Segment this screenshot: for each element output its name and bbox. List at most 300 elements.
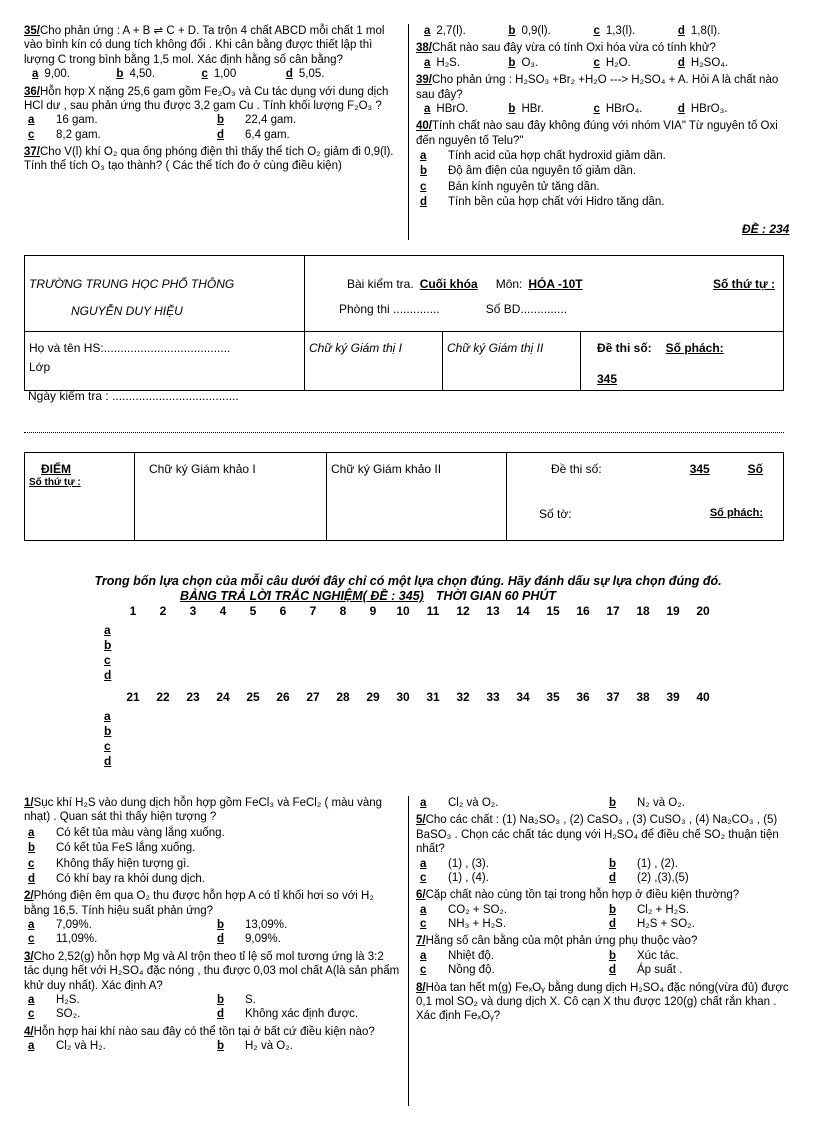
- bottom-right-column: [416, 796, 794, 1027]
- option-letter[interactable]: c: [593, 25, 600, 37]
- option-row: [416, 24, 794, 38]
- top-right-column: [416, 24, 794, 213]
- question-number-cell: 36: [576, 690, 590, 704]
- option-text: 2,7(l).: [436, 25, 466, 37]
- option-pair: [213, 113, 402, 127]
- detach-number-label: Số phách:: [665, 341, 724, 355]
- option-pair: [213, 932, 402, 946]
- option-letter[interactable]: b: [116, 68, 124, 81]
- question-stem: Cho phản ứng : H₂SO₃ +Br₂ +H₂O ---> H₂SO₄ + A. Hỏi A là chất nào sau đây?: [416, 74, 779, 101]
- option-text: (1) , (4).: [448, 871, 489, 884]
- question-number-cell: 11: [426, 604, 440, 618]
- question-number-cell: 20: [696, 604, 710, 618]
- student-info-table: [24, 255, 784, 391]
- question-text: [24, 1025, 402, 1039]
- question-number-cell: 18: [636, 604, 650, 618]
- option-letter[interactable]: c: [593, 102, 600, 115]
- option-pair: [213, 918, 402, 932]
- option-text: (1) , (3).: [448, 857, 489, 870]
- option-text: 1,00: [213, 68, 237, 81]
- option-pair: [213, 1007, 402, 1021]
- option-row: [416, 56, 794, 70]
- option-letter[interactable]: a: [420, 949, 427, 962]
- examiner-2-cell: [327, 453, 507, 541]
- option-row: [24, 1007, 402, 1021]
- question-number-cell: 15: [546, 604, 560, 618]
- question-text: [416, 73, 794, 102]
- exam-label: Bài kiểm tra.: [347, 277, 414, 291]
- question-block: [24, 24, 402, 82]
- answer-letter[interactable]: d: [104, 754, 112, 768]
- option-text: 9,09%.: [245, 933, 281, 946]
- option-text: HBrO.: [436, 102, 469, 115]
- question-number-cell: 3: [189, 604, 197, 618]
- question-block: [24, 1025, 402, 1054]
- question-number: 36/: [24, 85, 40, 98]
- option-letter[interactable]: b: [217, 1040, 225, 1052]
- answer-letter[interactable]: d: [104, 668, 112, 682]
- question-block: [416, 981, 794, 1024]
- option-letter[interactable]: b: [217, 919, 225, 931]
- option-row: [24, 113, 402, 127]
- serial-number-label: Số thứ tự :: [712, 277, 775, 291]
- option-text: Tính acid của hợp chất hydroxid giảm dần.: [448, 150, 666, 162]
- question-text: [416, 888, 794, 902]
- option-letter[interactable]: b: [508, 56, 516, 69]
- question-text: [24, 145, 402, 174]
- question-block: [416, 888, 794, 931]
- option-row: [24, 841, 402, 855]
- question-block: [416, 934, 794, 977]
- question-text: [416, 813, 794, 856]
- option-text: 11,09%.: [56, 933, 98, 946]
- option-text: 22,4 gam.: [245, 114, 297, 127]
- candidate-number: Số BD..............: [485, 302, 568, 316]
- option-text: H₂S + SO₂.: [637, 918, 695, 930]
- option-row: [416, 871, 794, 885]
- option-row: [416, 180, 794, 194]
- option-row: [416, 963, 794, 977]
- option-letter[interactable]: a: [420, 857, 427, 870]
- question-number-cell: 28: [336, 690, 350, 704]
- option-row: [416, 857, 794, 871]
- question-text: [416, 934, 794, 948]
- option-row: [24, 857, 402, 871]
- score-exam-number-label: Đề thi số:: [551, 462, 602, 476]
- option-row: [416, 102, 794, 116]
- option-letter[interactable]: b: [609, 903, 617, 916]
- exam-code-top: ĐỀ : 234: [742, 222, 790, 236]
- option-letter[interactable]: a: [424, 25, 431, 37]
- option-letter[interactable]: b: [609, 949, 617, 962]
- option-text: 4,50.: [129, 68, 156, 81]
- option-letter[interactable]: a: [28, 826, 35, 839]
- option-text: NH₃ + H₂S.: [448, 918, 507, 930]
- option-pair: [605, 857, 794, 871]
- question-number-row-1: [118, 604, 718, 619]
- score-exam-info-cell: [507, 453, 784, 541]
- exam-date-field[interactable]: Ngày kiểm tra : ......................................: [28, 389, 239, 403]
- question-number-cell: 6: [279, 604, 287, 618]
- question-number-cell: 38: [636, 690, 650, 704]
- question-stem: Cho các chất : (1) Na₂SO₃ , (2) CaSO₃ , (3) CuSO₃ , (4) Na₂CO₃ , (5) BaSO₃ . Chọn các chất tác dụng với H₂SO₄ để điều chế SO₂ thuận tiện nhất?: [416, 814, 779, 856]
- question-text: [24, 24, 402, 67]
- option-text: 1,3(l).: [605, 25, 636, 37]
- option-letter[interactable]: b: [508, 25, 516, 37]
- school-name-line1: TRƯỜNG TRUNG HỌC PHỔ THÔNG: [29, 277, 235, 291]
- option-text: 13,09%.: [245, 919, 288, 931]
- score-table: [24, 452, 784, 541]
- question-text: [416, 981, 794, 1024]
- option-text: H₂SO₄.: [690, 56, 729, 69]
- question-text: [24, 889, 402, 918]
- option-text: Nhiệt độ.: [448, 949, 495, 962]
- option-letter[interactable]: d: [28, 872, 36, 885]
- option-row: [24, 918, 402, 932]
- question-number-cell: 16: [576, 604, 590, 618]
- question-number-cell: 24: [216, 690, 230, 704]
- question-block: [24, 85, 402, 143]
- option-letter[interactable]: b: [28, 842, 36, 855]
- question-number-cell: 14: [516, 604, 530, 618]
- option-text: HBr.: [521, 102, 544, 115]
- option-text: 5,05.: [298, 68, 325, 81]
- option-text: HBrO₃.: [690, 102, 728, 115]
- school-cell: [25, 256, 305, 332]
- answer-letter[interactable]: a: [104, 623, 111, 637]
- option-pair: [24, 1039, 213, 1053]
- examiner-1-cell: [135, 453, 327, 541]
- option-letter[interactable]: c: [420, 871, 427, 884]
- question-number-cell: 21: [126, 690, 140, 704]
- subject-label: Môn:: [495, 277, 523, 291]
- question-number-cell: 1: [129, 604, 137, 618]
- option-letter[interactable]: d: [420, 196, 428, 209]
- question-stem: Hỗn hợp hai khí nào sau đây có thể tồn tại ở bất cứ điều kiện nào?: [33, 1025, 375, 1038]
- answer-letter[interactable]: a: [104, 709, 111, 723]
- question-number-cell: 37: [606, 690, 620, 704]
- question-number-row-2: [118, 690, 718, 705]
- exam-duration: THỜI GIAN 60 PHÚT: [435, 589, 557, 603]
- option-letter[interactable]: d: [285, 68, 293, 81]
- option-row: [24, 67, 402, 81]
- option-letter[interactable]: a: [32, 68, 39, 81]
- option-row: [24, 1039, 402, 1053]
- option-letter[interactable]: b: [609, 857, 617, 870]
- score-cell: [25, 453, 135, 541]
- option-letter[interactable]: c: [593, 56, 600, 69]
- option-row: [24, 932, 402, 946]
- invigilator-2-cell: [443, 332, 581, 391]
- option-letter[interactable]: b: [217, 993, 225, 1006]
- question-stem: Phóng điện êm qua O₂ thu được hỗn hợp A có tỉ khối hơi so với H₂ bằng 16,5. Tính hiệu suất phản ứng?: [24, 890, 374, 917]
- option-text: H₂S.: [56, 993, 80, 1006]
- question-number-cell: 7: [309, 604, 317, 618]
- option-pair: [24, 932, 213, 946]
- option-row: [24, 872, 402, 886]
- option-text: 7,09%.: [56, 919, 92, 931]
- question-number: 5/: [416, 814, 426, 827]
- option-text: 0,9(l).: [521, 25, 551, 37]
- question-number-cell: 10: [396, 604, 410, 618]
- question-stem: Hỗn hợp X nặng 25,6 gam gồm Fe₂O₃ và Cu tác dụng với dung dịch HCl dư , sau phản ứng thu được 3,2 gam Cu . Tính khối lượng F₂O₃ ?: [24, 85, 389, 112]
- option-text: Không xác định được.: [245, 1008, 359, 1021]
- option-text: Có khí bay ra khỏi dung dịch.: [56, 872, 205, 885]
- invigilator-1-cell: [305, 332, 443, 391]
- question-number-cell: 26: [276, 690, 290, 704]
- option-pair: [605, 917, 794, 931]
- question-number-cell: 4: [219, 604, 227, 618]
- option-text: Cl₂ và H₂.: [56, 1040, 106, 1052]
- question-number: 2/: [24, 890, 34, 903]
- option-pair: [24, 113, 213, 127]
- question-stem: Tính chất nào sau đây không đúng với nhóm VIA" Từ nguyên tố Oxi đến nguyên tố Telu?": [416, 120, 778, 147]
- invigilator-1-signature: Chữ ký Giám thị I: [309, 341, 402, 355]
- answer-letter[interactable]: b: [104, 638, 112, 652]
- exam-number-label: Đề thi số:: [597, 341, 652, 355]
- exam-info-cell: [305, 256, 784, 332]
- option-text: S.: [245, 993, 256, 1006]
- option-pair: [416, 857, 605, 871]
- exam-number-cell: [581, 332, 784, 391]
- option-text: (1) , (2).: [637, 857, 678, 870]
- exam-room: Phòng thi ..............: [339, 302, 440, 316]
- question-number-cell: 27: [306, 690, 320, 704]
- option-pair: [213, 993, 402, 1007]
- option-text: H₂O.: [605, 56, 631, 69]
- exam-number-value: 345: [597, 372, 618, 386]
- question-number-cell: 12: [456, 604, 470, 618]
- option-row: [416, 164, 794, 178]
- question-number: 38/: [416, 42, 432, 55]
- column-divider-top: [408, 24, 409, 240]
- option-row: [24, 826, 402, 840]
- question-number-cell: 9: [369, 604, 377, 618]
- option-row: [24, 128, 402, 142]
- instruction-text: Trong bốn lựa chọn của mỗi câu dưới đây chỉ có một lựa chọn đúng. Hãy đánh dấu sự lựa chọn đúng đó.: [94, 574, 722, 588]
- score-exam-number-value: 345: [689, 462, 710, 476]
- answer-letter[interactable]: c: [104, 739, 111, 753]
- option-letter[interactable]: d: [677, 25, 685, 37]
- exam-value: Cuối khóa: [419, 277, 478, 291]
- question-block: [24, 796, 402, 886]
- question-number-cell: 5: [249, 604, 257, 618]
- question-stem: Cho 2,52(g) hỗn hợp Mg và Al trộn theo tỉ lệ số mol tương ứng là 3:2 tác dụng hết với H₂SO₄ đặc nóng , thu được 0,03 mol chất A(là sản phẩm khử duy nhất). Xác định A?: [24, 950, 400, 992]
- option-letter[interactable]: d: [677, 56, 685, 69]
- option-letter[interactable]: a: [28, 1040, 35, 1052]
- option-text: Bán kính nguyên tử tăng dần.: [448, 180, 600, 193]
- column-divider-bottom: [408, 796, 409, 1106]
- option-text: N₂ và O₂.: [637, 797, 685, 809]
- option-letter[interactable]: d: [609, 871, 617, 884]
- option-text: 1,8(l).: [690, 25, 721, 37]
- option-text: Tính bền của hợp chất với Hidro tăng dần.: [448, 196, 665, 209]
- question-number-cell: 13: [486, 604, 500, 618]
- option-text: 16 gam.: [56, 114, 98, 127]
- option-text: Cl₂ + H₂S.: [637, 903, 690, 916]
- option-letter[interactable]: d: [609, 964, 617, 977]
- question-number-cell: 34: [516, 690, 530, 704]
- option-text: O₃.: [521, 56, 539, 69]
- option-text: Độ âm điện của nguyên tố giảm dần.: [448, 165, 636, 178]
- class-field[interactable]: Lớp: [29, 360, 51, 374]
- question-number: 7/: [416, 935, 426, 948]
- question-stem: Cho phản ứng : A + B ⇌ C + D. Ta trộn 4 chất ABCD mỗi chất 1 mol vào bình kín có dung tích không đổi . Khi cân bằng được thiết lập thì lượng C trong bình bằng 1,5 mol. Xác định hằng số cân bằng?: [24, 25, 385, 66]
- score-serial-label: Số thứ tự :: [29, 477, 81, 488]
- option-letter[interactable]: a: [420, 903, 427, 916]
- option-text: Có kết tủa FeS lắng xuống.: [56, 842, 196, 855]
- question-stem: Cho V(l) khí O₂ qua ống phóng điện thì thấy thể tích O₂ giảm đi 0,9(l). Tính thể tích O₃ tạo thành? ( Các thể tích đo ở cùng điều kiện): [24, 146, 394, 173]
- option-letter[interactable]: a: [420, 150, 427, 162]
- option-letter[interactable]: c: [28, 128, 35, 141]
- question-number: 37/: [24, 146, 40, 158]
- option-text: Có kết tủa màu vàng lắng xuống.: [56, 826, 225, 839]
- option-letter[interactable]: c: [28, 1008, 35, 1021]
- question-block: [416, 24, 794, 38]
- option-row: [416, 149, 794, 163]
- option-letter[interactable]: c: [420, 964, 427, 977]
- bottom-left-column: [24, 796, 402, 1056]
- option-row: [24, 993, 402, 1007]
- option-letter[interactable]: a: [424, 56, 431, 69]
- option-letter[interactable]: c: [28, 933, 35, 946]
- option-letter[interactable]: b: [508, 102, 516, 115]
- invigilator-2-signature: Chữ ký Giám thị II: [447, 341, 544, 355]
- question-text: [24, 796, 402, 825]
- option-letter[interactable]: d: [217, 933, 225, 946]
- option-text: 9,00.: [44, 68, 70, 81]
- question-block: [416, 41, 794, 70]
- option-pair: [416, 871, 605, 885]
- answer-letters-2: [104, 709, 718, 769]
- question-text: [416, 119, 794, 148]
- option-letter[interactable]: c: [420, 918, 427, 930]
- question-stem: Chất nào sau đây vừa có tính Oxi hóa vừa có tính khử?: [432, 42, 716, 55]
- question-number-cell: 22: [156, 690, 170, 704]
- question-stem: Cặp chất nào cùng tồn tại trong hỗn hợp ở điều kiện thường?: [425, 889, 740, 902]
- option-text: Không thấy hiện tượng gì.: [56, 857, 190, 870]
- question-number-cell: 25: [246, 690, 260, 704]
- question-number-cell: 23: [186, 690, 200, 704]
- option-text: CO₂ + SO₂.: [448, 903, 508, 916]
- question-text: [24, 950, 402, 993]
- question-number: 1/: [24, 797, 34, 809]
- option-letter[interactable]: c: [201, 68, 208, 81]
- option-pair: [605, 871, 794, 885]
- option-pair: [416, 796, 605, 810]
- question-block: [416, 813, 794, 885]
- answer-letter[interactable]: b: [104, 724, 112, 738]
- question-number-cell: 19: [666, 604, 680, 618]
- option-letter[interactable]: b: [420, 165, 428, 178]
- option-letter[interactable]: a: [420, 797, 427, 809]
- option-letter[interactable]: a: [28, 114, 35, 127]
- option-letter[interactable]: c: [28, 857, 35, 870]
- question-number-cell: 33: [486, 690, 500, 704]
- score-label: ĐIỂM: [41, 462, 71, 476]
- option-text: HBrO₄.: [605, 102, 643, 115]
- question-number-cell: 30: [396, 690, 410, 704]
- option-pair: [605, 949, 794, 963]
- question-block: [24, 145, 402, 174]
- option-text: SO₂.: [56, 1008, 81, 1021]
- option-letter[interactable]: b: [217, 114, 225, 127]
- subject-value: HÓA -10T: [528, 277, 583, 291]
- option-row: [416, 949, 794, 963]
- option-text: Xúc tác.: [637, 949, 679, 962]
- option-row: [416, 903, 794, 917]
- option-pair: [24, 918, 213, 932]
- option-pair: [416, 903, 605, 917]
- examiner-2-signature: Chữ ký Giám khảo II: [331, 462, 442, 476]
- option-letter[interactable]: a: [424, 102, 431, 115]
- question-block: [416, 796, 794, 810]
- question-number-cell: 29: [366, 690, 380, 704]
- option-letter[interactable]: d: [217, 128, 225, 141]
- option-pair: [605, 903, 794, 917]
- option-text: Nồng độ.: [448, 964, 495, 977]
- option-pair: [24, 128, 213, 142]
- top-left-column: [24, 24, 402, 177]
- option-pair: [605, 796, 794, 810]
- question-number-cell: 8: [339, 604, 347, 618]
- question-number: 4/: [24, 1025, 34, 1038]
- examiner-1-signature: Chữ ký Giám khảo I: [149, 462, 256, 476]
- option-pair: [24, 993, 213, 1007]
- option-letter[interactable]: d: [217, 1008, 225, 1021]
- question-stem: Hòa tan hết m(g) FeₓOᵧ bằng dung dịch H₂SO₄ đặc nóng(vừa đủ) được 0,1 mol SO₂ và dung dịch X. Cô cạn X thu được 120(g) chất rắn khan . Xác định FeₓOᵧ?: [416, 981, 789, 1023]
- question-block: [24, 950, 402, 1022]
- option-text: Cl₂ và O₂.: [448, 797, 499, 809]
- question-text: [416, 41, 794, 55]
- option-row: [416, 195, 794, 209]
- option-pair: [605, 963, 794, 977]
- question-number: 6/: [416, 889, 426, 902]
- option-letter[interactable]: d: [609, 918, 617, 930]
- question-stem: Sục khí H₂S vào dung dịch hỗn hợp gồm FeCl₃ và FeCl₂ ( màu vàng nhạt) . Quan sát thì thấy hiện tượng ?: [24, 797, 383, 824]
- option-letter[interactable]: b: [609, 797, 617, 809]
- sheet-count-label: Số tờ:: [539, 507, 572, 521]
- option-row: [416, 917, 794, 931]
- option-text: 8,2 gam.: [56, 128, 101, 141]
- option-letter[interactable]: c: [420, 180, 427, 193]
- question-number: 40/: [416, 120, 432, 133]
- option-pair: [416, 949, 605, 963]
- question-number-cell: 17: [606, 604, 620, 618]
- option-row: [416, 796, 794, 810]
- answer-sheet-title: BẢNG TRẢ LỜI TRẮC NGHIỆM( ĐỀ : 345): [180, 589, 424, 603]
- question-number-cell: 2: [159, 604, 167, 618]
- question-number: 39/: [416, 74, 432, 87]
- question-block: [24, 889, 402, 947]
- option-letter[interactable]: d: [677, 102, 685, 115]
- question-text: [24, 85, 402, 114]
- option-pair: [213, 128, 402, 142]
- score-detach-label-top: Số: [747, 462, 763, 476]
- answer-letter[interactable]: c: [104, 653, 111, 667]
- option-letter[interactable]: a: [28, 919, 35, 931]
- option-pair: [213, 1039, 402, 1053]
- answer-grid-1: [104, 604, 718, 683]
- option-letter[interactable]: a: [28, 993, 35, 1006]
- question-block: [416, 119, 794, 209]
- option-text: (2) ,(3),(5): [637, 871, 689, 884]
- cut-line: [24, 432, 784, 433]
- student-name-field[interactable]: Họ và tên HS:......................................: [29, 341, 231, 355]
- question-number-cell: 40: [696, 690, 710, 704]
- question-block: [416, 73, 794, 116]
- question-number: 35/: [24, 25, 40, 37]
